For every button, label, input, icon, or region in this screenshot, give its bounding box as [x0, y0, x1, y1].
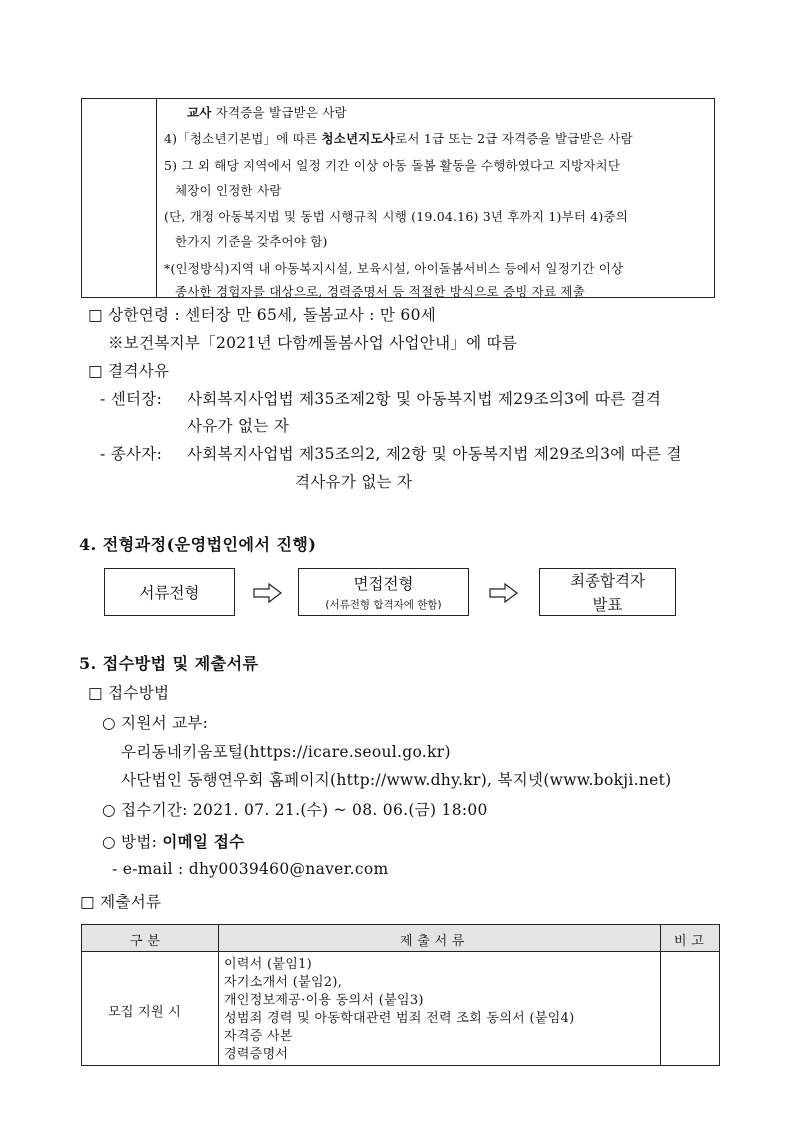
document-item: 성범죄 경력 및 아동학대관련 범죄 전력 조회 동의서 (붙임4) — [224, 1011, 575, 1026]
document-item: 개인정보제공·이용 동의서 (붙임3) — [224, 993, 424, 1008]
table-line-8: 종사한 경험자를 대상으로, 경력증명서 등 적절한 방식으로 증빙 자료 제출 — [175, 284, 585, 299]
process-step-label: 발표 — [592, 596, 623, 614]
documents-table — [81, 924, 720, 1066]
table-column-divider — [218, 925, 219, 1065]
disqualification-heading: □ 결격사유 — [88, 362, 170, 380]
document-item: 자격증 사본 — [224, 1029, 293, 1044]
arrow-right-icon — [253, 582, 283, 604]
application-email: - e-mail : dhy0039460@naver.com — [112, 860, 389, 878]
staff-condition-1: 사회복지사업법 제35조의2, 제2항 및 아동복지법 제29조의3에 따른 결 — [187, 445, 682, 463]
table-line-6: 한가지 기준을 갖추어야 함) — [175, 234, 328, 249]
document-item: 자기소개서 (붙임2), — [224, 975, 343, 990]
document-item: 경력증명서 — [224, 1047, 289, 1062]
table-column-divider — [660, 925, 661, 1065]
staff-label: - 종사자: — [100, 445, 163, 463]
application-method-heading: □ 접수방법 — [88, 684, 170, 702]
process-step-label: 서류전형 — [139, 584, 200, 602]
process-step-label: 최종합격자 — [570, 572, 645, 590]
header-category: 구 분 — [130, 934, 161, 949]
age-limit-line: □ 상한연령 : 센터장 만 65세, 돌봄교사 : 만 60세 — [88, 306, 437, 324]
process-step-label: 면접전형 — [353, 575, 414, 593]
form-distribution-site-2: 사단법인 동행연우회 홈페이지(http://www.dhy.kr), 복지넷(www.bokji.net) — [121, 771, 672, 789]
header-documents: 제 출 서 류 — [400, 934, 465, 949]
section-5-title: 5. 접수방법 및 제출서류 — [79, 654, 259, 673]
qualification-table — [81, 98, 715, 298]
table-line-2: 4)「청소년기본법」에 따른 청소년지도사로서 1급 또는 2급 자격증을 발급받은 사람 — [164, 131, 633, 146]
form-distribution-label: ○ 지원서 교부: — [102, 714, 209, 732]
director-condition-1: 사회복지사업법 제35조제2항 및 아동복지법 제29조의3에 따른 결격 — [187, 390, 662, 408]
document-item: 이력서 (붙임1) — [224, 957, 313, 972]
director-label: - 센터장: — [100, 390, 163, 408]
row-category-label: 모집 지원 시 — [108, 1005, 182, 1020]
table-line-3: 5) 그 외 해당 지역에서 일정 기간 이상 아동 돌봄 활동을 수행하였다고 지방자치단 — [164, 158, 621, 173]
table-column-divider — [156, 99, 157, 297]
table-line-1: 교사 자격증을 발급받은 사람 — [187, 105, 347, 120]
section-4-title: 4. 전형과정(운영법인에서 진행) — [79, 535, 317, 554]
form-distribution-site-1: 우리동네키움포털(https://icare.seoul.go.kr) — [121, 743, 451, 761]
director-condition-2: 사유가 없는 자 — [187, 417, 290, 435]
header-remarks: 비 고 — [674, 934, 705, 949]
process-step-interview — [298, 568, 469, 616]
process-step-note: (서류전형 합격자에 한함) — [325, 599, 442, 611]
age-limit-reference: ※보건복지부「2021년 다함께돌봄사업 사업안내」에 따름 — [108, 334, 518, 352]
submission-documents-heading: □ 제출서류 — [80, 893, 162, 911]
process-step-document-screening — [104, 568, 235, 616]
table-line-7: *(인정방식)지역 내 아동복지시설, 보육시설, 아이돌봄서비스 등에서 일정기간 이상 — [164, 261, 624, 276]
table-line-4: 체장이 인정한 사람 — [175, 183, 282, 198]
application-method-line: ○ 방법: 이메일 접수 — [102, 832, 245, 851]
table-line-5: (단, 개정 아동복지법 및 동법 시행규칙 시행 (19.04.16) 3년 후까지 1)부터 4)중의 — [164, 209, 629, 224]
staff-condition-2: 격사유가 없는 자 — [295, 473, 413, 491]
process-step-final-announcement — [539, 568, 676, 616]
arrow-right-icon — [489, 582, 519, 604]
application-period: ○ 접수기간: 2021. 07. 21.(수) ~ 08. 06.(금) 18:00 — [102, 801, 488, 819]
